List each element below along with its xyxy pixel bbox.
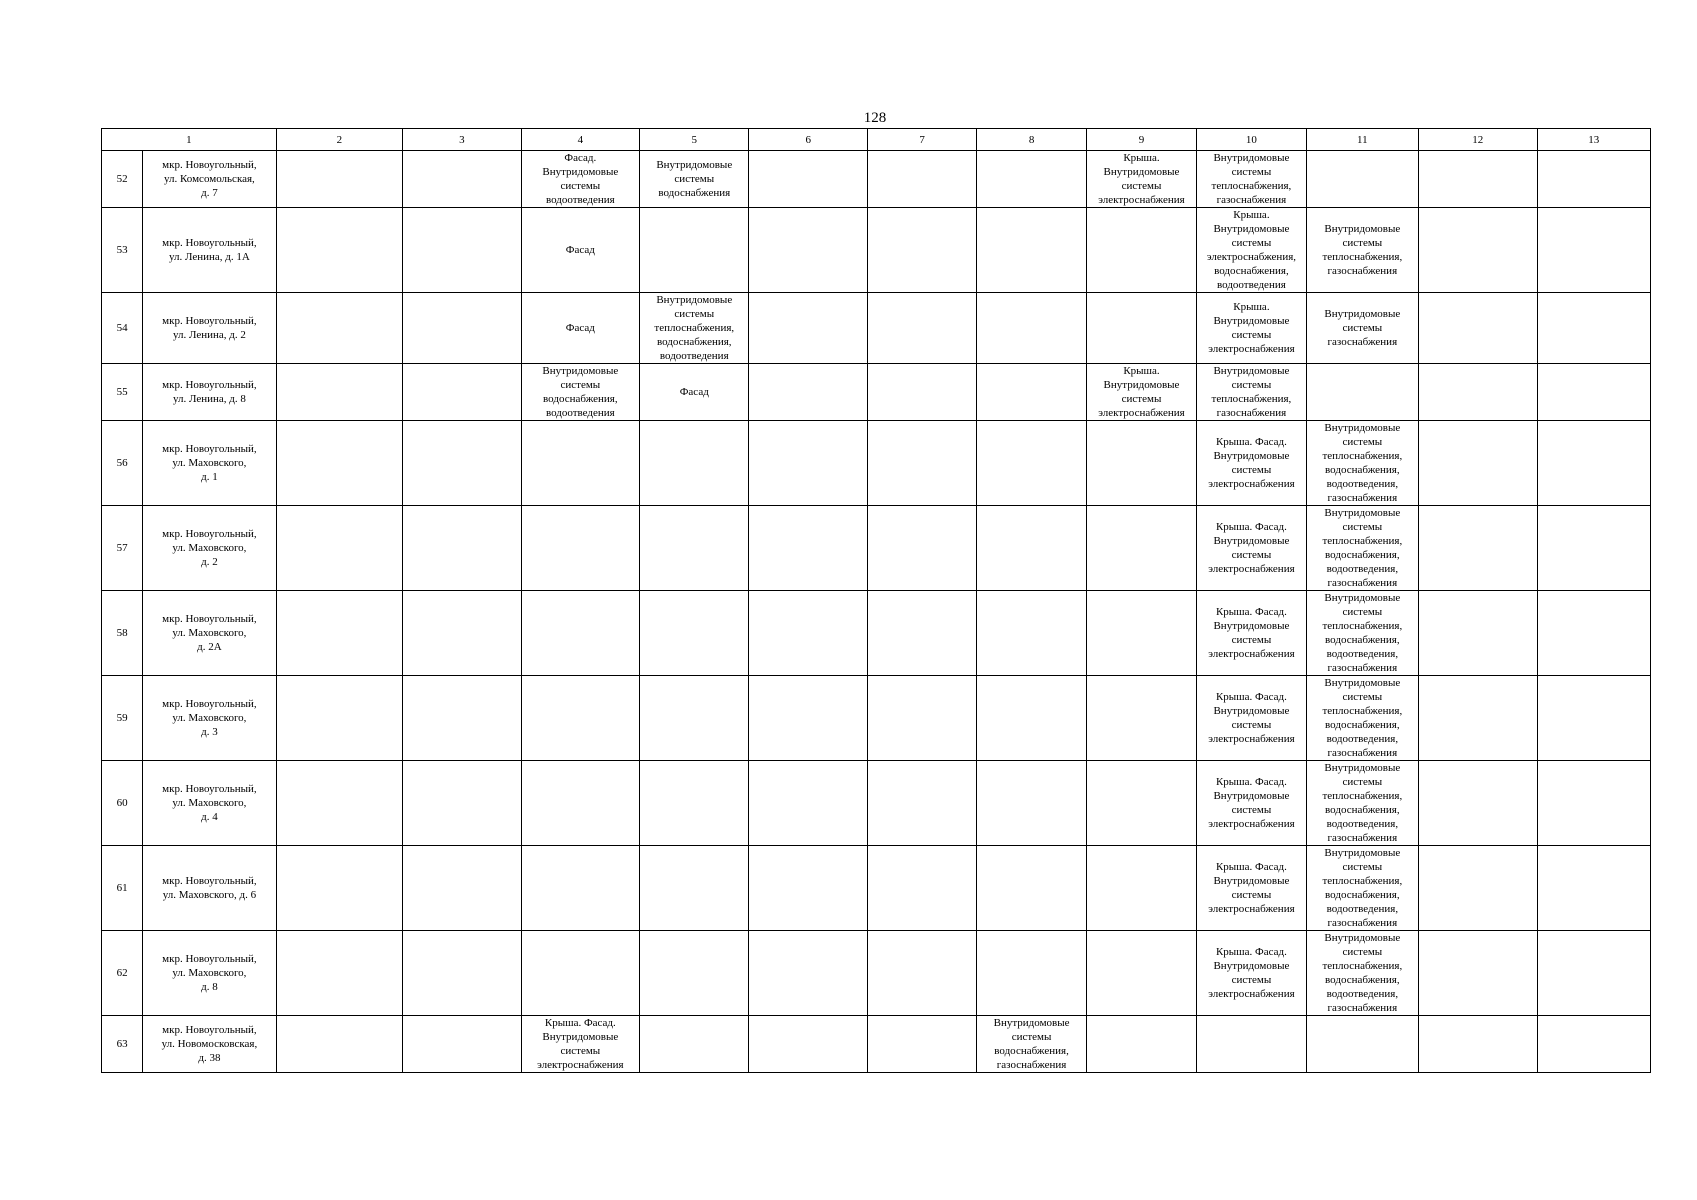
cell-col-8 <box>977 846 1086 931</box>
cell-col-6 <box>749 364 867 421</box>
cell-col-8 <box>977 506 1086 591</box>
cell-col-5: Внутридомовые системы водоснабжения <box>640 151 749 208</box>
cell-col-4 <box>521 506 639 591</box>
cell-col-11 <box>1306 1016 1418 1073</box>
cell-col-6 <box>749 761 867 846</box>
cell-col-10: Крыша. Фасад. Внутридомовые системы электроснабжения <box>1197 506 1306 591</box>
cell-col-3 <box>403 1016 521 1073</box>
cell-col-2 <box>276 1016 402 1073</box>
cell-col-7 <box>867 761 976 846</box>
row-number: 58 <box>102 591 143 676</box>
cell-col-9 <box>1086 421 1196 506</box>
cell-col-11: Внутридомовые системы теплоснабжения, водоснабжения, водоотведения, газоснабжения <box>1306 931 1418 1016</box>
cell-col-4 <box>521 846 639 931</box>
cell-col-2 <box>276 676 402 761</box>
column-header: 12 <box>1419 129 1537 151</box>
cell-col-5 <box>640 506 749 591</box>
cell-col-9 <box>1086 931 1196 1016</box>
table-row <box>102 364 1651 421</box>
cell-col-10: Крыша. Фасад. Внутридомовые системы электроснабжения <box>1197 421 1306 506</box>
column-header: 13 <box>1537 129 1651 151</box>
row-number: 56 <box>102 421 143 506</box>
column-header: 8 <box>977 129 1086 151</box>
cell-col-2 <box>276 931 402 1016</box>
row-address: мкр. Новоугольный, ул. Маховского, д. 4 <box>143 761 277 846</box>
cell-col-12 <box>1419 293 1537 364</box>
row-number: 62 <box>102 931 143 1016</box>
cell-col-12 <box>1419 931 1537 1016</box>
cell-col-9 <box>1086 1016 1196 1073</box>
cell-col-6 <box>749 931 867 1016</box>
table-row <box>102 506 1651 591</box>
cell-col-10: Внутридомовые системы теплоснабжения, газоснабжения <box>1197 364 1306 421</box>
table-row <box>102 676 1651 761</box>
cell-col-2 <box>276 591 402 676</box>
cell-col-8 <box>977 761 1086 846</box>
cell-col-12 <box>1419 421 1537 506</box>
cell-col-13 <box>1537 931 1651 1016</box>
cell-col-12 <box>1419 676 1537 761</box>
cell-col-8 <box>977 676 1086 761</box>
cell-col-8 <box>977 293 1086 364</box>
row-address: мкр. Новоугольный, ул. Маховского, д. 3 <box>143 676 277 761</box>
cell-col-11: Внутридомовые системы теплоснабжения, водоснабжения, водоотведения, газоснабжения <box>1306 421 1418 506</box>
cell-col-2 <box>276 208 402 293</box>
cell-col-3 <box>403 151 521 208</box>
cell-col-10 <box>1197 1016 1306 1073</box>
cell-col-5 <box>640 931 749 1016</box>
cell-col-13 <box>1537 676 1651 761</box>
row-number: 53 <box>102 208 143 293</box>
cell-col-11: Внутридомовые системы теплоснабжения, водоснабжения, водоотведения, газоснабжения <box>1306 676 1418 761</box>
row-address: мкр. Новоугольный, ул. Ленина, д. 8 <box>143 364 277 421</box>
cell-col-5: Внутридомовые системы теплоснабжения, водоснабжения, водоотведения <box>640 293 749 364</box>
row-number: 54 <box>102 293 143 364</box>
cell-col-11 <box>1306 151 1418 208</box>
cell-col-10: Крыша. Внутридомовые системы электроснабжения, водоснабжения, водоотведения <box>1197 208 1306 293</box>
cell-col-12 <box>1419 506 1537 591</box>
page-number: 128 <box>863 110 887 126</box>
cell-col-4 <box>521 591 639 676</box>
row-address: мкр. Новоугольный, ул. Маховского, д. 6 <box>143 846 277 931</box>
cell-col-7 <box>867 151 976 208</box>
cell-col-2 <box>276 846 402 931</box>
column-header: 5 <box>640 129 749 151</box>
row-number: 61 <box>102 846 143 931</box>
cell-col-5 <box>640 421 749 506</box>
cell-col-5 <box>640 1016 749 1073</box>
cell-col-3 <box>403 676 521 761</box>
cell-col-5 <box>640 676 749 761</box>
cell-col-8 <box>977 151 1086 208</box>
table-row <box>102 1016 1651 1073</box>
cell-col-9 <box>1086 761 1196 846</box>
column-header: 9 <box>1086 129 1196 151</box>
cell-col-13 <box>1537 151 1651 208</box>
cell-col-7 <box>867 1016 976 1073</box>
cell-col-11: Внутридомовые системы теплоснабжения, газоснабжения <box>1306 208 1418 293</box>
cell-col-12 <box>1419 208 1537 293</box>
cell-col-12 <box>1419 151 1537 208</box>
cell-col-9 <box>1086 591 1196 676</box>
cell-col-11 <box>1306 364 1418 421</box>
cell-col-8 <box>977 931 1086 1016</box>
cell-col-8 <box>977 364 1086 421</box>
column-header: 4 <box>521 129 639 151</box>
cell-col-5 <box>640 208 749 293</box>
table-row <box>102 761 1651 846</box>
cell-col-12 <box>1419 1016 1537 1073</box>
cell-col-9 <box>1086 676 1196 761</box>
column-header: 1 <box>102 129 277 151</box>
cell-col-4: Фасад <box>521 208 639 293</box>
cell-col-13 <box>1537 293 1651 364</box>
table-row <box>102 421 1651 506</box>
table-row <box>102 293 1651 364</box>
row-address: мкр. Новоугольный, ул. Маховского, д. 1 <box>143 421 277 506</box>
column-header: 2 <box>276 129 402 151</box>
cell-col-9 <box>1086 506 1196 591</box>
row-number: 63 <box>102 1016 143 1073</box>
cell-col-8: Внутридомовые системы водоснабжения, газоснабжения <box>977 1016 1086 1073</box>
cell-col-6 <box>749 421 867 506</box>
cell-col-13 <box>1537 846 1651 931</box>
cell-col-7 <box>867 208 976 293</box>
cell-col-3 <box>403 846 521 931</box>
cell-col-6 <box>749 151 867 208</box>
row-address: мкр. Новоугольный, ул. Маховского, д. 2 <box>143 506 277 591</box>
cell-col-3 <box>403 591 521 676</box>
column-header: 10 <box>1197 129 1306 151</box>
cell-col-12 <box>1419 761 1537 846</box>
cell-col-7 <box>867 364 976 421</box>
cell-col-10: Крыша. Внутридомовые системы электроснабжения <box>1197 293 1306 364</box>
row-address: мкр. Новоугольный, ул. Маховского, д. 2А <box>143 591 277 676</box>
cell-col-13 <box>1537 1016 1651 1073</box>
cell-col-7 <box>867 676 976 761</box>
cell-col-10: Крыша. Фасад. Внутридомовые системы электроснабжения <box>1197 676 1306 761</box>
table-row <box>102 591 1651 676</box>
cell-col-3 <box>403 293 521 364</box>
cell-col-6 <box>749 1016 867 1073</box>
cell-col-11: Внутридомовые системы теплоснабжения, водоснабжения, водоотведения, газоснабжения <box>1306 761 1418 846</box>
cell-col-9 <box>1086 208 1196 293</box>
table-row <box>102 846 1651 931</box>
cell-col-7 <box>867 506 976 591</box>
cell-col-12 <box>1419 591 1537 676</box>
cell-col-4 <box>521 676 639 761</box>
cell-col-3 <box>403 364 521 421</box>
column-header: 11 <box>1306 129 1418 151</box>
cell-col-13 <box>1537 421 1651 506</box>
header-row <box>102 129 1651 151</box>
repair-schedule-table <box>101 128 1651 1073</box>
cell-col-3 <box>403 208 521 293</box>
cell-col-2 <box>276 421 402 506</box>
cell-col-8 <box>977 208 1086 293</box>
cell-col-9 <box>1086 846 1196 931</box>
cell-col-7 <box>867 421 976 506</box>
row-address: мкр. Новоугольный, ул. Ленина, д. 2 <box>143 293 277 364</box>
cell-col-11: Внутридомовые системы теплоснабжения, водоснабжения, водоотведения, газоснабжения <box>1306 506 1418 591</box>
row-number: 55 <box>102 364 143 421</box>
cell-col-10: Крыша. Фасад. Внутридомовые системы электроснабжения <box>1197 761 1306 846</box>
cell-col-6 <box>749 506 867 591</box>
cell-col-10: Внутридомовые системы теплоснабжения, газоснабжения <box>1197 151 1306 208</box>
cell-col-4: Крыша. Фасад. Внутридомовые системы электроснабжения <box>521 1016 639 1073</box>
cell-col-12 <box>1419 364 1537 421</box>
cell-col-8 <box>977 421 1086 506</box>
cell-col-11: Внутридомовые системы теплоснабжения, водоснабжения, водоотведения, газоснабжения <box>1306 846 1418 931</box>
cell-col-13 <box>1537 208 1651 293</box>
cell-col-9 <box>1086 293 1196 364</box>
column-header: 7 <box>867 129 976 151</box>
cell-col-4 <box>521 421 639 506</box>
row-number: 57 <box>102 506 143 591</box>
cell-col-9: Крыша. Внутридомовые системы электроснабжения <box>1086 151 1196 208</box>
table-row <box>102 931 1651 1016</box>
cell-col-2 <box>276 761 402 846</box>
cell-col-11: Внутридомовые системы газоснабжения <box>1306 293 1418 364</box>
cell-col-2 <box>276 293 402 364</box>
cell-col-7 <box>867 846 976 931</box>
cell-col-6 <box>749 591 867 676</box>
cell-col-3 <box>403 506 521 591</box>
row-number: 60 <box>102 761 143 846</box>
cell-col-5: Фасад <box>640 364 749 421</box>
cell-col-7 <box>867 591 976 676</box>
cell-col-11: Внутридомовые системы теплоснабжения, водоснабжения, водоотведения, газоснабжения <box>1306 591 1418 676</box>
cell-col-3 <box>403 931 521 1016</box>
table-row <box>102 151 1651 208</box>
column-header: 6 <box>749 129 867 151</box>
cell-col-8 <box>977 591 1086 676</box>
cell-col-4 <box>521 761 639 846</box>
cell-col-7 <box>867 293 976 364</box>
cell-col-13 <box>1537 364 1651 421</box>
cell-col-2 <box>276 151 402 208</box>
column-header: 3 <box>403 129 521 151</box>
cell-col-13 <box>1537 591 1651 676</box>
cell-col-6 <box>749 846 867 931</box>
row-address: мкр. Новоугольный, ул. Новомосковская, д. 38 <box>143 1016 277 1073</box>
cell-col-5 <box>640 846 749 931</box>
cell-col-2 <box>276 506 402 591</box>
row-address: мкр. Новоугольный, ул. Комсомольская, д. 7 <box>143 151 277 208</box>
row-number: 59 <box>102 676 143 761</box>
cell-col-3 <box>403 421 521 506</box>
cell-col-10: Крыша. Фасад. Внутридомовые системы электроснабжения <box>1197 846 1306 931</box>
cell-col-5 <box>640 761 749 846</box>
row-address: мкр. Новоугольный, ул. Маховского, д. 8 <box>143 931 277 1016</box>
table-row <box>102 208 1651 293</box>
row-address: мкр. Новоугольный, ул. Ленина, д. 1А <box>143 208 277 293</box>
cell-col-4: Фасад <box>521 293 639 364</box>
cell-col-7 <box>867 931 976 1016</box>
cell-col-12 <box>1419 846 1537 931</box>
cell-col-4 <box>521 931 639 1016</box>
cell-col-13 <box>1537 506 1651 591</box>
cell-col-3 <box>403 761 521 846</box>
cell-col-5 <box>640 591 749 676</box>
cell-col-10: Крыша. Фасад. Внутридомовые системы электроснабжения <box>1197 931 1306 1016</box>
cell-col-6 <box>749 208 867 293</box>
row-number: 52 <box>102 151 143 208</box>
cell-col-4: Внутридомовые системы водоснабжения, водоотведения <box>521 364 639 421</box>
cell-col-4: Фасад. Внутридомовые системы водоотведения <box>521 151 639 208</box>
cell-col-13 <box>1537 761 1651 846</box>
cell-col-10: Крыша. Фасад. Внутридомовые системы электроснабжения <box>1197 591 1306 676</box>
cell-col-2 <box>276 364 402 421</box>
cell-col-6 <box>749 676 867 761</box>
cell-col-6 <box>749 293 867 364</box>
cell-col-9: Крыша. Внутридомовые системы электроснабжения <box>1086 364 1196 421</box>
